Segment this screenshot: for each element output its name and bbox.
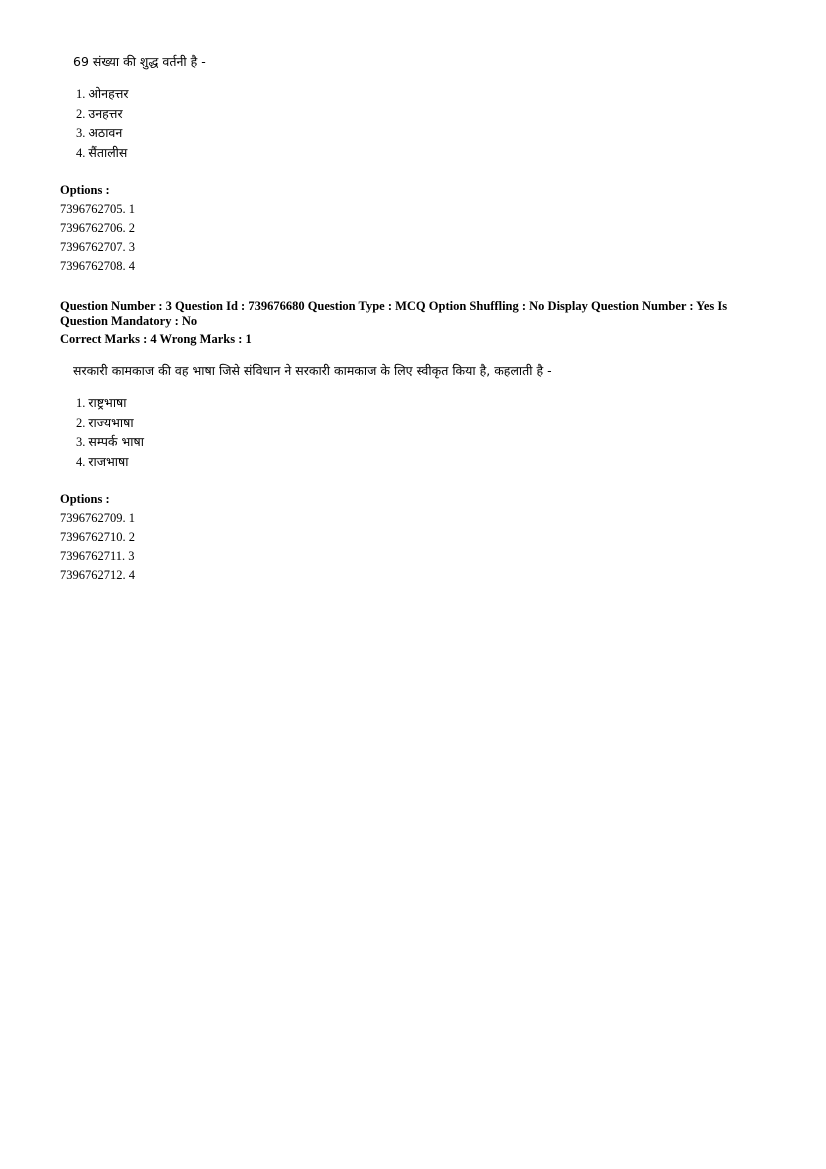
option-id-row: 7396762712. 4 [60, 568, 135, 582]
choice-number: 3. [76, 435, 86, 450]
answer-choice [76, 432, 144, 452]
answer-choice [76, 413, 144, 433]
choice-label: राजभाषा [88, 454, 129, 470]
choice-label: राष्ट्रभाषा [88, 395, 127, 410]
answer-choices [76, 393, 144, 472]
choice-label: अठावन [88, 125, 123, 141]
choice-label: राज्यभाषा [88, 414, 134, 430]
choice-number: 1. [76, 87, 86, 101]
option-id-row: 7396762707. 3 [60, 240, 135, 254]
answer-choices [76, 84, 129, 163]
answer-choice [76, 104, 129, 124]
options-heading: Options : [60, 183, 110, 197]
question-text: सरकारी कामकाज की वह भाषा जिसे संविधान ने सरकारी कामकाज के लिए स्वीकृत किया है, कहलाती है - [73, 363, 552, 378]
choice-label: उनहत्तर [88, 105, 123, 121]
question-text: 69 संख्या की शुद्ध वर्तनी है - [73, 54, 206, 69]
choice-label: सम्पर्क भाषा [88, 434, 144, 450]
choice-number: 3. [76, 126, 86, 141]
choice-number: 2. [76, 106, 86, 121]
choice-number: 1. [76, 396, 86, 410]
option-id-row: 7396762706. 2 [60, 221, 135, 235]
options-heading: Options : [60, 492, 110, 506]
option-id-row: 7396762711. 3 [60, 549, 135, 563]
choice-label: सैंतालीस [88, 145, 128, 161]
option-id-row: 7396762709. 1 [60, 511, 135, 525]
question-meta-line: Question Number : 3 Question Id : 739676680 Question Type : MCQ Option Shuffling : No Display Question Number : Yes Is [60, 299, 728, 313]
choice-number: 2. [76, 415, 86, 430]
choice-label: ओनहत्तर [88, 86, 129, 101]
answer-choice [76, 143, 129, 163]
answer-choice [76, 452, 144, 472]
choice-number: 4. [76, 146, 86, 161]
answer-choice [76, 393, 144, 413]
option-id-row: 7396762708. 4 [60, 259, 135, 273]
answer-choice [76, 84, 129, 104]
choice-number: 4. [76, 455, 86, 470]
question-meta-line: Question Mandatory : No [60, 314, 198, 328]
question-meta [60, 299, 760, 347]
answer-choice [76, 123, 129, 143]
option-id-row: 7396762705. 1 [60, 202, 135, 216]
option-id-list [60, 200, 135, 276]
option-id-list [60, 509, 135, 585]
option-id-row: 7396762710. 2 [60, 530, 135, 544]
marks-line: Correct Marks : 4 Wrong Marks : 1 [60, 332, 252, 346]
